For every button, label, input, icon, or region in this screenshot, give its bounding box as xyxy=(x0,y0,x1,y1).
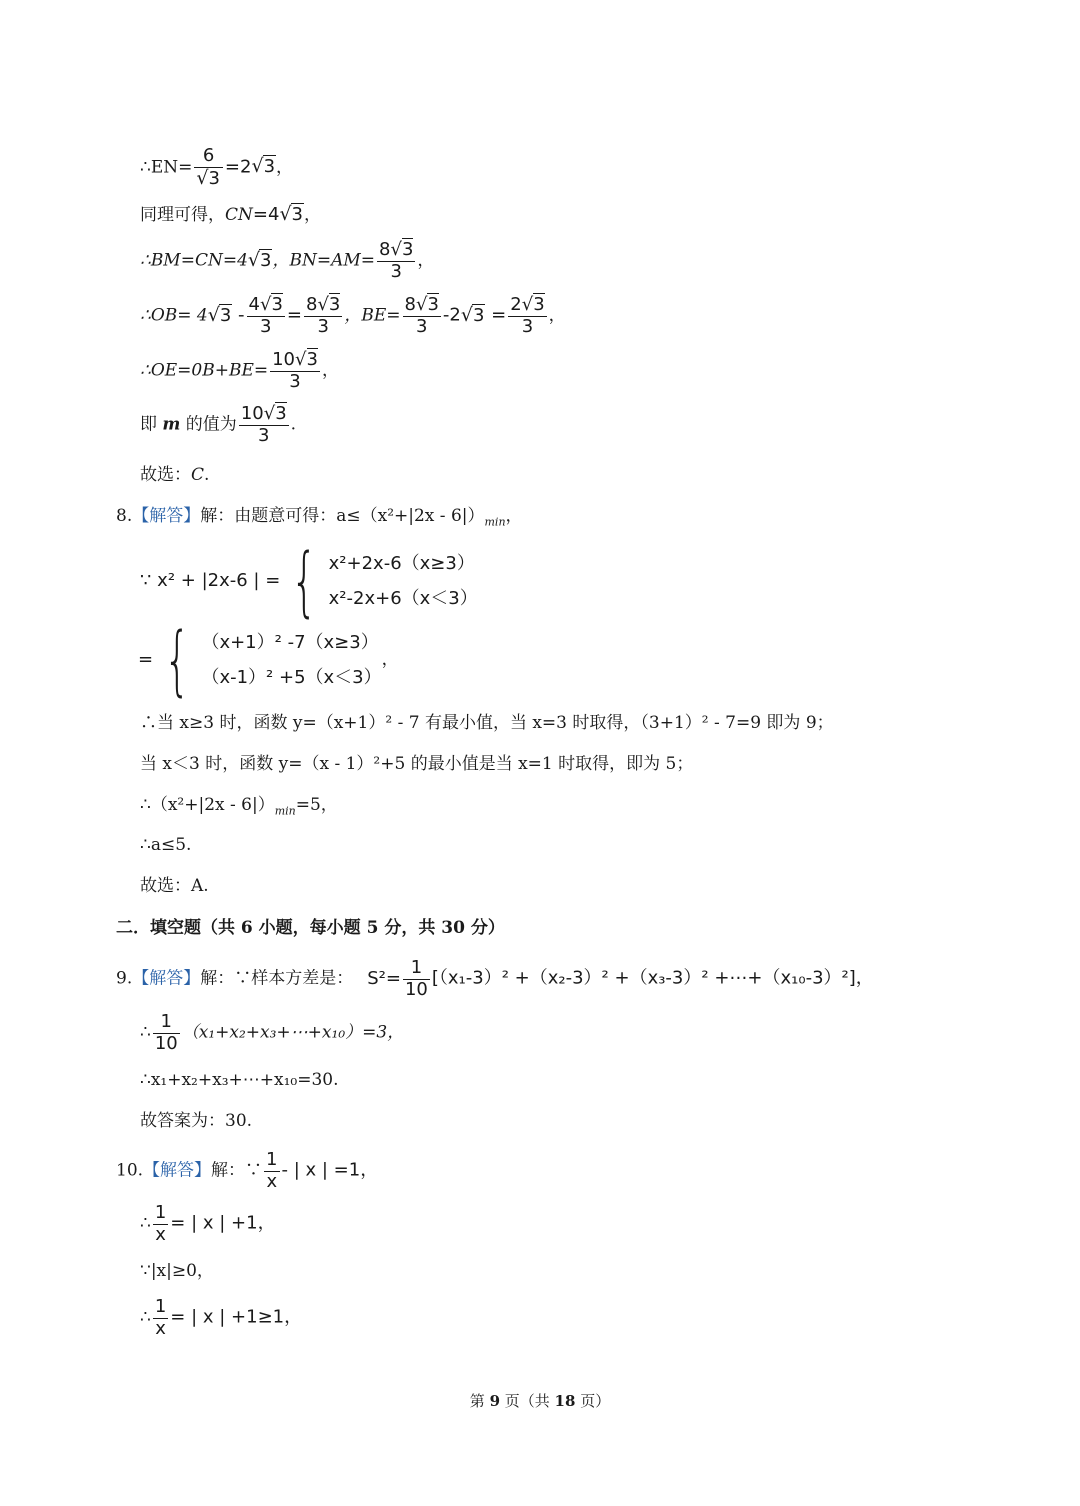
cases-block xyxy=(201,625,381,695)
equation-bm xyxy=(140,240,434,282)
radicand: 3 xyxy=(263,156,276,178)
section-title: 二．填空题（共 6 小题，每小题 5 分，共 30 分） xyxy=(116,918,505,938)
equation-text: 解：∵样本方差是： xyxy=(200,968,354,989)
answer-tag: 【解答】 xyxy=(132,506,201,526)
solution-8-line-c xyxy=(140,797,338,816)
numerator: 2 xyxy=(510,294,522,315)
equation-text: 即 xyxy=(140,414,163,435)
equation-m-value xyxy=(140,404,296,446)
numerator: 1 xyxy=(266,1149,278,1170)
case-row: x²+2x-6（x≥3） xyxy=(328,553,475,574)
denominator: 3 xyxy=(317,315,329,337)
radical: √3 xyxy=(251,155,276,178)
left-brace: { xyxy=(291,535,318,625)
fraction xyxy=(264,1150,279,1192)
numerator: 1 xyxy=(153,1012,180,1034)
footer-text: 第 xyxy=(469,1392,490,1410)
page-footer xyxy=(0,1390,1080,1411)
page-total: 18 xyxy=(554,1392,576,1410)
subscript: min xyxy=(274,804,296,818)
fraction: $\frac{4√3}{3}$ xyxy=(248,294,283,337)
radicand: 3 xyxy=(472,304,485,326)
equation-text: 故选： xyxy=(140,465,191,485)
fraction: $\frac{10√3}{3}$ xyxy=(272,349,318,392)
radicand: 3 xyxy=(219,304,232,326)
operator: = xyxy=(286,304,302,326)
solution-8-line-d: ∴a≤5. xyxy=(140,835,192,855)
equation-text: ∴ xyxy=(140,1022,151,1043)
equation-text: ∴EN= xyxy=(140,157,193,178)
denominator: 3 xyxy=(258,424,270,446)
footer-text: 页（共 xyxy=(500,1392,555,1410)
equation-text: ∴OE=0B+BE= xyxy=(140,360,269,381)
fraction xyxy=(153,1203,168,1245)
solution-8-line-b: 当 x＜3 时，函数 y=（x - 1）²+5 的最小值是当 x=1 时取得，即为 5； xyxy=(140,754,694,774)
solution-9-line-b: ∴x₁+x₂+x₃+⋯+x₁₀=30. xyxy=(140,1070,339,1090)
numerator: 8 xyxy=(305,294,318,315)
solution-10-line-c xyxy=(140,1297,302,1339)
equation-text: ∴（x²+|2x - 6|） xyxy=(140,795,275,815)
equation-text: ，BN=AM= xyxy=(272,250,376,271)
equation-text: S²= xyxy=(367,967,401,989)
fraction xyxy=(403,958,430,1000)
equation-ob xyxy=(140,295,566,337)
numerator: 6 xyxy=(194,146,223,168)
equation-cn xyxy=(140,205,321,224)
denominator: 3 xyxy=(416,315,428,337)
operator: = xyxy=(485,304,507,326)
equation-text: ∴BM=CN=4 xyxy=(140,250,248,271)
equation-text: 解：由题意可得：a≤（x²+|2x - 6|） xyxy=(200,506,485,526)
piecewise-1 xyxy=(140,535,478,625)
equation-text: ∵ x² + |2x-6 | = xyxy=(140,570,281,592)
denominator: 10 xyxy=(404,978,428,1000)
variable: m xyxy=(162,414,181,435)
fraction: $\frac{8√3}{3}$ xyxy=(379,239,414,282)
solution-10-line-b: ∵|x|≥0， xyxy=(140,1261,214,1281)
numerator: 8 xyxy=(379,239,391,260)
solution-9-header xyxy=(116,958,874,1000)
cases-block xyxy=(329,546,478,616)
numerator: 8 xyxy=(404,294,416,315)
question-number: 10. xyxy=(116,1160,144,1181)
answer-tag: 【解答】 xyxy=(143,1160,212,1181)
fraction: $\frac{2√3}{3}$ xyxy=(510,294,545,337)
numerator: 4 xyxy=(248,294,260,315)
equation-text: 的值为 xyxy=(180,414,237,435)
solution-8-header xyxy=(116,508,523,527)
equation-text: = | x | +1≥1， xyxy=(170,1306,303,1328)
footer-text: 页） xyxy=(575,1392,611,1410)
piecewise-2: = { （x+1）² -7（x≥3） （x-1）² +5（x＜3） ， xyxy=(138,614,399,704)
numerator: 10 xyxy=(272,349,296,370)
numerator: 1 xyxy=(154,1202,167,1223)
solution-9-line-a xyxy=(140,1012,404,1054)
equation-oe xyxy=(140,350,339,392)
fraction: $\frac{8√3}{3}$ xyxy=(305,294,341,337)
equation-text: ∴ xyxy=(140,1307,151,1328)
equation-text: =2 xyxy=(224,156,252,178)
denominator: 3 xyxy=(289,370,301,392)
solution-8-line-a: ∴当 x≥3 时，函数 y=（x+1）² - 7 有最小值，当 x=3 时取得，（3+1）² - 7=9 即为 9； xyxy=(140,713,834,733)
punctuation: ， xyxy=(381,649,399,670)
case-row: x²-2x+6（x＜3） xyxy=(328,588,478,610)
numerator: 1 xyxy=(403,958,430,980)
numerator: 10 xyxy=(240,403,264,424)
punctuation: . xyxy=(290,414,297,435)
fraction xyxy=(153,1297,168,1339)
punctuation: ， xyxy=(321,360,339,381)
equation-text: =5， xyxy=(295,795,338,815)
radical: √3 xyxy=(279,203,303,225)
operator: - xyxy=(232,304,245,326)
punctuation: ， xyxy=(304,205,321,225)
case-row: （x-1）² +5（x＜3） xyxy=(201,667,382,689)
equation-text: - | x | =1， xyxy=(281,1159,379,1181)
denominator: x xyxy=(266,1170,278,1192)
equation-en xyxy=(140,146,293,190)
punctuation: ， xyxy=(548,305,566,326)
fraction: $\frac{10√3}{3}$ xyxy=(240,403,287,446)
radicand: 3 xyxy=(260,249,272,271)
subscript: min xyxy=(484,515,506,529)
punctuation: ， xyxy=(417,250,435,271)
punctuation: ， xyxy=(505,506,523,526)
answer-tag: 【解答】 xyxy=(132,968,201,989)
denominator: 3 xyxy=(390,260,402,282)
answer-choice: C xyxy=(191,465,205,485)
equation-text: =4 xyxy=(252,204,280,225)
solution-10-line-a xyxy=(140,1203,276,1245)
variable: CN xyxy=(225,205,253,225)
equation-text: 解：∵ xyxy=(211,1160,263,1181)
numerator: 1 xyxy=(154,1296,167,1317)
equation-text: 同理可得， xyxy=(140,205,225,225)
choice-line-7 xyxy=(140,467,209,484)
radical: √3 xyxy=(207,303,232,326)
question-number: 9. xyxy=(116,968,133,989)
denominator: 10 xyxy=(154,1032,178,1054)
denominator: x xyxy=(155,1223,166,1245)
equation-text: ，BE= xyxy=(344,305,401,326)
radical: √3 xyxy=(196,166,220,189)
punctuation: . xyxy=(204,465,210,485)
solution-10-header xyxy=(116,1150,378,1192)
equation-text: [（x₁-3）² +（x₂-3）² +（x₃-3）² +⋯+（x₁₀-3）²]， xyxy=(431,967,874,989)
equation-text: （x₁+x₂+x₃+⋯+x₁₀）=3， xyxy=(181,1022,405,1043)
question-number: 8. xyxy=(116,506,133,526)
fraction xyxy=(194,146,223,190)
equation-text: ∴ xyxy=(140,1213,151,1234)
radicand: 3 xyxy=(208,167,220,189)
operator: -2 xyxy=(442,304,461,326)
page-number: 9 xyxy=(489,1392,500,1410)
choice-line-8: 故选：A. xyxy=(140,876,209,896)
radical: √3 xyxy=(247,248,272,271)
answer-line-9: 故答案为：30. xyxy=(140,1111,253,1131)
radical: √3 xyxy=(460,303,485,326)
equation-text: ∴OB= 4 xyxy=(140,305,208,326)
fraction: $\frac{8√3}{3}$ xyxy=(404,294,439,337)
fraction xyxy=(153,1012,180,1054)
radicand: 3 xyxy=(291,204,303,225)
case-row: （x+1）² -7（x≥3） xyxy=(201,632,379,653)
denominator: 3 xyxy=(259,315,272,337)
left-brace: { xyxy=(163,614,191,704)
denominator: x xyxy=(155,1317,166,1339)
denominator: 3 xyxy=(521,315,534,337)
punctuation: ， xyxy=(276,157,294,178)
equation-text: = | x | +1， xyxy=(170,1212,276,1234)
